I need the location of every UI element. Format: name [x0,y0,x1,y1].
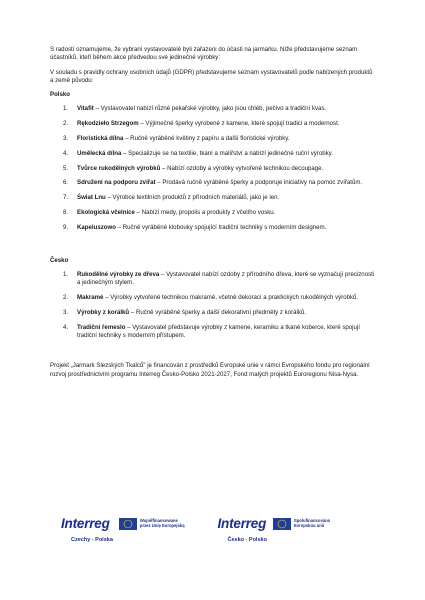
list-item [50,324,376,341]
exhibitor-description: – Specializuje se na textilie, tkaní a malířství a nabízí jedinečné ruční výrobky. [121,149,333,157]
section-spacer [50,239,376,251]
exhibitor-description: – Vystavovatel představuje výrobky z kamene, keramiku a tkané koberce, které spojují tradiční techniky s moderním přístupem. [77,323,360,339]
list-item [50,271,376,288]
exhibitor-name: Kapeluszowo [77,223,116,231]
section-title-cesko: Česko [50,256,69,264]
list-item [50,120,376,128]
section-title-polsko: Polsko [50,91,70,99]
exhibitor-description: – Výrobky vytvořené technikou makramé, včetně dekorací a praktických rukodělných výrobků. [103,294,359,302]
list-item [50,179,376,187]
interreg-wordmark: Interreg [217,516,267,531]
exhibitor-description: – Ručně vyráběné šperky a další dekorativní předměty z korálků. [129,308,306,316]
funding-note: Projekt „Jarmark Slezských Tkalců" je financován z prostředků Evropské unie v rámci Evropského fondu pro regionální rozvoj prostřednictvím programu Interreg Česko-Polsko 2021-2027, Fond malých projektů Euroregionu Nisa-Nysa. [50,362,370,378]
exhibitor-name: Floristická dílna [77,135,124,143]
exhibitor-description: – Ručně vyráběné klobouky spojující tradiční techniky s moderním designem. [115,223,327,231]
polsko-list [50,105,376,232]
exhibitor-description: – Prodává ručně vyráběné šperky a podporuje iniciativy na pomoc zvířatům. [155,179,363,187]
exhibitor-name: Makramé [77,294,104,302]
list-item [50,309,376,317]
interreg-wordmark: Interreg [61,516,110,531]
exhibitor-name: Rukodělné výrobky ze dřeva [77,270,160,278]
exhibitor-name: Výrobky z korálků [77,308,130,316]
programme-name: Czechy - Polska [71,537,113,543]
programme-name: Česko - Polsko [227,537,267,543]
list-number: 1. [63,270,69,278]
exhibitor-name: Tradiční řemeslo [77,323,126,331]
list-item [50,194,376,202]
intro-paragraph-2: V souladu s pravidly ochrany osobních údajů (GDPR) představujeme seznam vystavovatelů podle nabízených produktů a země původu: [50,68,373,84]
list-item [50,135,376,143]
document-body [50,46,376,385]
funding-logos [61,517,366,557]
eu-caption-line-1: Spolufinancováno [293,518,331,523]
list-item [50,294,376,302]
list-item [50,209,376,217]
exhibitor-name: Świat Lnu [77,194,106,202]
exhibitor-description: – Nabízí medy, propolis a produkty z včelího vosku. [134,209,276,217]
exhibitor-name: Umělecká dílna [77,149,122,157]
exhibitor-description: – Vystavovatel nabízí ozdoby z přírodního dřeva, které se vyznačují preciznosti a jedinečným stylem. [77,270,375,287]
exhibitor-name: Tvůrce rukodělných výrobků [77,164,161,172]
list-item [50,224,376,232]
interreg-logo-cz [218,517,367,557]
intro-paragraph-1: S radostí oznamujeme, že vybraní vystavovatelé byli zařazeni do účasti na jarmarku. Níže představujeme seznam účastníků, kteří během akce předvedou své jedinečné výrobky: [50,46,358,62]
list-number: 1. [63,105,69,113]
exhibitor-name: Rękodzieło Strzegom [77,120,139,128]
list-number: 8. [63,209,69,217]
exhibitor-name: Vitafit [77,105,94,113]
list-number: 6. [63,179,69,187]
eu-flag-icon [119,518,137,530]
eu-caption-line-1: Współfinansowane [139,518,178,523]
list-number: 2. [63,294,69,302]
interreg-logo-pl [61,517,210,557]
exhibitor-name: Ekologická včelnice [77,209,135,217]
list-number: 7. [63,194,69,202]
list-number: 4. [63,323,69,331]
eu-flag-icon [273,518,291,530]
list-number: 4. [63,149,69,157]
eu-caption-line-2: Evropskou unií [293,523,325,528]
list-number: 9. [63,223,69,231]
exhibitor-description: – Výjimečné šperky vyrobené z kamene, které spojují tradici a modernost. [138,120,340,128]
list-item [50,165,376,173]
eu-caption-line-2: przez Unię Europejską [139,523,185,528]
list-number: 2. [63,120,69,128]
list-number: 3. [63,308,69,316]
exhibitor-description: – Nabízí ozdoby a výrobky vytvořené technikou decoupage. [160,164,324,172]
list-number: 5. [63,164,69,172]
list-number: 3. [63,135,69,143]
exhibitor-name: Sdružení na podporu zvířat [77,179,156,187]
exhibitor-description: – Vystavovatel nabízí různé pekařské výrobky, jako jsou chléb, pečivo a tradiční kvas. [93,105,327,113]
cesko-list [50,271,376,340]
list-item [50,105,376,113]
exhibitor-description: – Ručně vyráběné květiny z papíru a další floristické výrobky. [123,135,290,143]
exhibitor-description: – Výrobce textilních produktů z přírodních materiálů, jako je len. [105,194,280,202]
list-item [50,150,376,158]
